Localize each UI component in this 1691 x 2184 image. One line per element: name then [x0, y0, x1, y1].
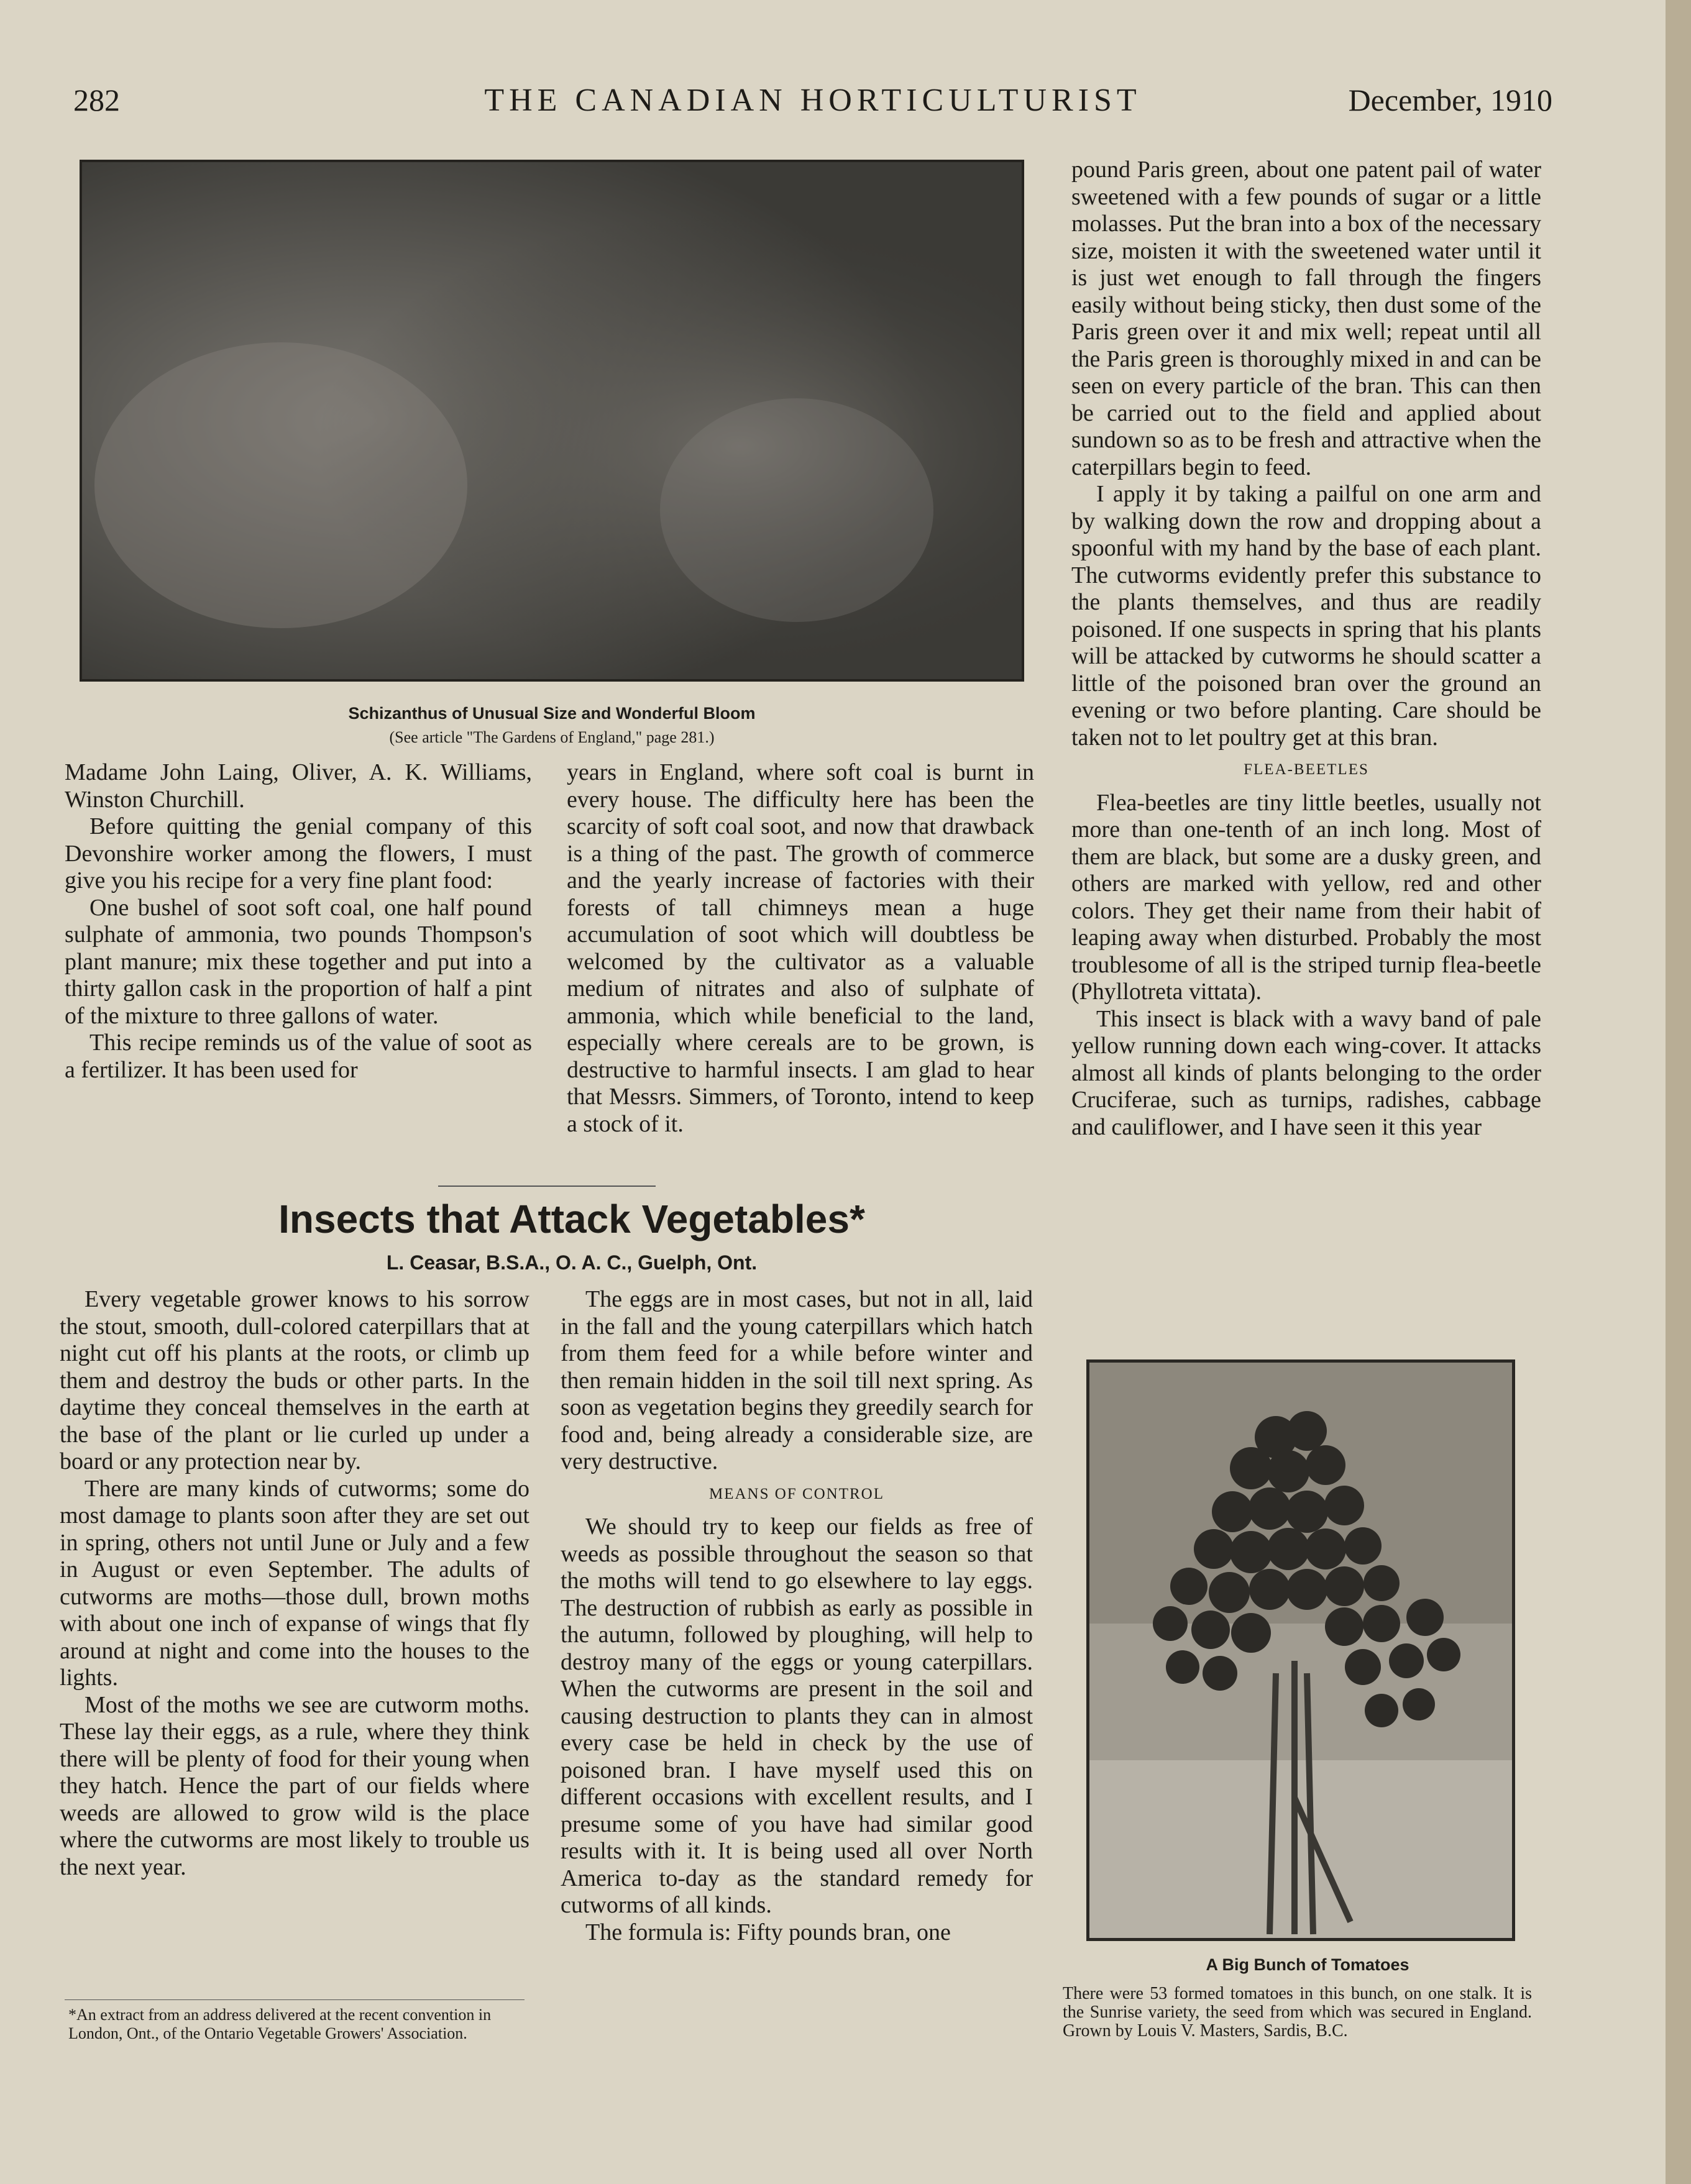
- right-column: [1071, 157, 1541, 1141]
- paragraph: pound Paris green, about one patent pail of water sweetened with a few pounds of sugar or a little molasses. Put the bran into a box of the necessary size, moisten it with the sweetened water until it is just wet enough to fall through the fingers easily without being sticky, then dust some of the Paris green over it and mix well; repeat until all the Paris green is thoroughly mixed in and can be seen on every particle of the bran. This can then be carried out to the field and applied about sundown so as to be fresh and attractive when the caterpillars begin to feed.: [1071, 157, 1541, 480]
- tomato-caption-text: There were 53 formed tomatoes in this bunch, on one stalk. It is the Sunrise variety, the seed from which was secured in England. Grown by Louis V. Masters, Sardis, B.C.: [1063, 1984, 1532, 2040]
- paragraph: Every vegetable grower knows to his sorrow the stout, smooth, dull-colored caterpillars that at night cut off his plants at the roots, or climb up them and destroy the buds or other parts. In the daytime they conceal themselves in the earth at the base of the plant or lie curled up under a board or any protection near by.: [60, 1286, 529, 1474]
- paragraph: The formula is: Fifty pounds bran, one: [585, 1919, 951, 1945]
- section-rule: [438, 1186, 656, 1187]
- article-headline: Insects that Attack Vegetables*: [278, 1197, 865, 1241]
- schizanthus-caption-title: Schizanthus of Unusual Size and Wonderful Bloom: [348, 704, 756, 723]
- schizanthus-photo: [80, 160, 1024, 682]
- paragraph: This recipe reminds us of the value of soot as a fertilizer. It has been used for: [65, 1030, 532, 1083]
- tomato-caption-title: A Big Bunch of Tomatoes: [1206, 1955, 1409, 1974]
- paragraph: Madame John Laing, Oliver, A. K. Williams, Winston Churchill.: [65, 759, 532, 813]
- paragraph: This insect is black with a wavy band of pale yellow running down each wing-cover. It attacks almost all kinds of plants belonging to the order Cruciferae, such as turnips, radishes, cabbage and cauliflower, and I have seen it this year: [1071, 1005, 1541, 1140]
- page-edge: [1666, 0, 1691, 2184]
- paragraph: Flea-beetles are tiny little beetles, usually not more than one-tenth of an inch long. Most of them are black, but some are a dusky green, and others are marked with yellow, red and other colors. They get their name from their habit of leaping away when disturbed. Probably the most troublesome of all is the striped turnip flea-beetle (Phyllotreta vittata).: [1071, 789, 1541, 1005]
- upper-column-1: [65, 759, 532, 1084]
- article-column-1: [60, 1286, 529, 1881]
- tomato-photo-graphic: [1089, 1363, 1512, 1938]
- magazine-title: THE CANADIAN HORTICULTURIST: [484, 83, 1142, 118]
- paragraph: We should try to keep our fields as free of weeds as possible throughout the season so that the moths will tend to go elsewhere to lay eggs. The destruction of rubbish as early as possible in the autumn, followed by ploughing, will help to destroy many of the eggs or young caterpillars. When the cutworms are present in the soil and causing destruction to plants they can in almost every case be held in check by the use of poisoned bran. I have myself used this on different occasions with excellent results, and I presume some of you have had similar good results with it. It is being used all over North America to-day as the standard remedy for cutworms of all kinds.: [561, 1514, 1033, 1918]
- paragraph: Most of the moths we see are cutworm moths. These lay their eggs, as a rule, where they think there will be plenty of food for their young when they hatch. Hence the part of our fields where weeds are allowed to grow wild is the place where the cutworms are most likely to trouble us the next year.: [60, 1691, 529, 1880]
- footnote-rule: [65, 1999, 525, 2000]
- paragraph: One bushel of soot soft coal, one half pound sulphate of ammonia, two pounds Thompson's plant manure; mix these together and put into a thirty gallon cask in the proportion of half a pint of the mixture to three gallons of water.: [65, 894, 532, 1029]
- footnote-text: *An extract from an address delivered at the recent convention in London, Ont., of the Ontario Vegetable Growers' Association.: [68, 2006, 492, 2042]
- article-column-2: [561, 1286, 1033, 1946]
- running-header: [73, 82, 1552, 132]
- paragraph: years in England, where soft coal is burnt in every house. The difficulty here has been the scarcity of soft coal soot, and now that drawback is a thing of the past. The growth of commerce and the yearly increase of factories with their forests of tall chimneys mean a huge accumulation of soot which will doubtless be welcomed by the cultivator as a valuable medium of nitrates and also of sulphate of ammonia, which while beneficial to the land, especially where cereals are to be grown, is destructive to harmful insects. I am glad to hear that Messrs. Simmers, of Toronto, intend to keep a stock of it.: [567, 759, 1034, 1137]
- paragraph: There are many kinds of cutworms; some do most damage to plants soon after they are set out in spring, others not until June or July and a few in August or even September. The adults of cutworms are moths—those dull, brown moths with about one inch of expanse of wings that fly around at night and come into the houses to the lights.: [60, 1475, 529, 1691]
- paragraph: I apply it by taking a pailful on one arm and by walking down the row and dropping about a spoonful with my hand by the base of each plant. The cutworms evidently prefer this substance to the plants themselves, and thus are readily poisoned. If one suspects in spring that his plants will be attacked by cutworms he should scatter a little of the poisoned bran over the ground an evening or two before planting. Care should be taken not to let poultry get at this bran.: [1071, 481, 1541, 751]
- footnote: [68, 2006, 528, 2043]
- subhead-means-of-control: MEANS OF CONTROL: [708, 1485, 885, 1502]
- article-byline: L. Ceasar, B.S.A., O. A. C., Guelph, Ont.: [386, 1251, 758, 1274]
- paragraph: Before quitting the genial company of this Devonshire worker among the flowers, I must give you his recipe for a very fine plant food:: [65, 813, 532, 893]
- page-number: 282: [73, 83, 120, 117]
- subhead-flea-beetles: FLEA-BEETLES: [1244, 761, 1369, 778]
- schizanthus-caption-source: (See article "The Gardens of England," page 281.): [389, 728, 715, 746]
- issue-date: December, 1910: [1348, 83, 1552, 117]
- paragraph: The eggs are in most cases, but not in all, laid in the fall and the young caterpillars which hatch from them feed for a while before winter and then remain hidden in the soil till next spring. As soon as vegetation begins they greedily search for food and, being already a considerable size, are very destructive.: [561, 1286, 1033, 1474]
- upper-column-2: [567, 759, 1034, 1138]
- schizanthus-photo-graphic: [82, 162, 1022, 679]
- tomato-photo: [1086, 1359, 1515, 1941]
